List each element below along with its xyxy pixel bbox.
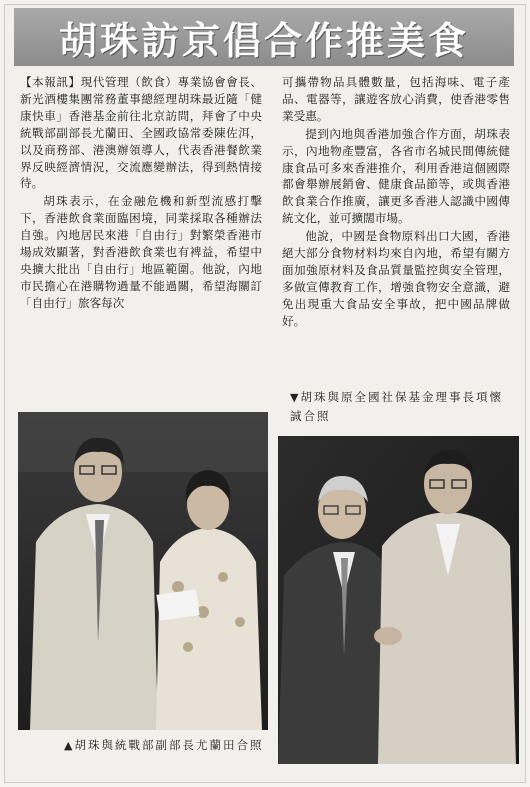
triangle-down-icon: ▼ xyxy=(290,391,301,404)
photo-left-image xyxy=(18,412,268,730)
article-paragraph: 提到內地與香港加強合作方面，胡珠表示，內地物產豐富，各省市名城民間傳統健康食品可多來香港推介，利用香港這個國際都會舉辦展銷會、健康食品節等，或與香港飲食業合作推廣，讓更多香港人認識中國傳統文化，並可擴闊市場。 xyxy=(282,126,510,226)
article-paragraph: 【本報訊】現代管理（飲食）專業協會會長、新光酒樓集團常務董事總經理胡珠最近隨「健康快車」香港基金前往北京訪問，拜會了中央統戰部副部長尤蘭田、全國政協常委陳佐洱，以及商務部、港澳辦領導人，代表香港餐飲業界反映經濟情況，交流應變辦法，得到熱情接待。 xyxy=(20,75,262,191)
photo-caption-right xyxy=(290,388,510,425)
headline-banner xyxy=(14,8,514,66)
triangle-up-icon: ▲ xyxy=(64,739,75,752)
photo-caption-left xyxy=(64,736,264,755)
headline-text: 胡珠訪京倡合作推美食 xyxy=(58,17,469,63)
photo-right-image xyxy=(278,436,519,764)
article-column-right xyxy=(282,74,510,331)
caption-text: 胡珠與統戰部副部長尤蘭田合照 xyxy=(74,738,264,752)
article-paragraph: 胡珠表示，在金融危機和新型流感打擊下，香港飲食業面臨困境，同業採取各種辦法自強。內地居民來港「自由行」對繁榮香港市場成效顯著，對香港飲食業也有裨益，希望中央擴大批出「自由行」地區範圍。他說，內地市民擔心在港購物過量不能過關，希望海關訂「自由行」旅客每次 xyxy=(20,194,262,310)
caption-text: 胡珠與原全國社保基金理事長項懷誠合照 xyxy=(290,390,503,423)
photo-right xyxy=(278,436,519,764)
article-column-left xyxy=(20,74,262,313)
article-paragraph: 可攜帶物品具體數量，包括海味、電子產品、電器等，讓遊客放心消費，使香港零售業受惠。 xyxy=(282,75,510,123)
article-paragraph: 他說，中國是食物原料出口大國，香港絕大部分食物材料均來自內地，希望有關方面加強原材料及食品質量監控與安全管理，多做宣傳教育工作，增強食物安全意識，避免出現重大食品安全事故，把中國品牌做好。 xyxy=(282,229,510,328)
photo-left xyxy=(18,412,268,730)
